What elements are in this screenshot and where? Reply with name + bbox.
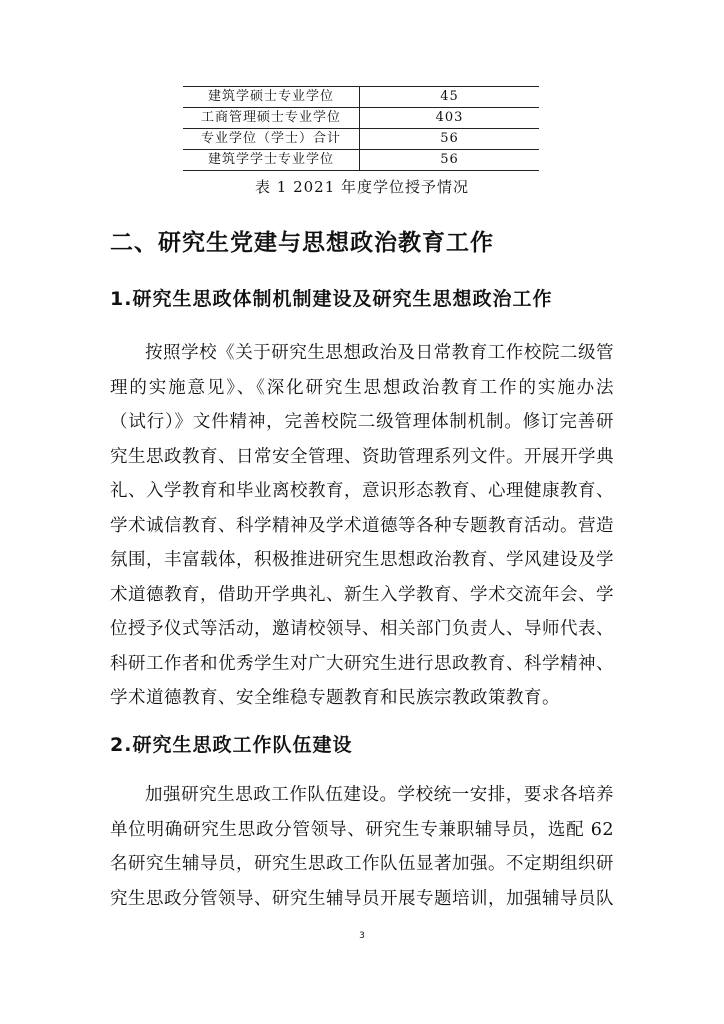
section-heading: 二、研究生党建与思想政治教育工作 [110,230,494,256]
table-cell-degree: 建筑学学士专业学位 [183,150,360,171]
table-cell-count: 56 [360,129,540,150]
table-cell-count: 56 [360,150,540,171]
paragraph-2: 加强研究生思政工作队伍建设。学校统一安排，要求各培养单位明确研究生思政分管领导、研究生专兼职辅导员，选配 62 名研究生辅导员，研究生思政工作队伍显著加强。不定期组织研究生思政分管领导、研究生辅导员开展专题培训，加强辅导员队 [110,785,614,909]
degree-award-table [183,86,539,171]
subsection-heading-2: 2.研究生思政工作队伍建设 [110,734,353,756]
table-row [183,87,539,108]
table-cell-count: 45 [360,87,540,108]
paragraph-1: 按照学校《关于研究生思想政治及日常教育工作校院二级管理的实施意见》、《深化研究生思想政治教育工作的实施办法（试行）》文件精神，完善校院二级管理体制机制。修订完善研究生思政教育、日常安全管理、资助管理系列文件。开展开学典礼、入学教育和毕业离校教育，意识形态教育、心理健康教育、学术诚信教育、科学精神及学术道德等各种专题教育活动。营造氛围，丰富载体，积极推进研究生思想政治教育、学风建设及学术道德教育，借助开学典礼、新生入学教育、学术交流年会、学位授予仪式等活动，邀请校领导、相关部门负责人、导师代表、科研工作者和优秀学生对广大研究生进行思政教育、科学精神、学术道德教育、安全维稳专题教育和民族宗教政策教育。 [110,343,614,708]
table-row [183,129,539,150]
table-row [183,150,539,171]
table-cell-degree: 建筑学硕士专业学位 [183,87,360,108]
subsection-heading-1: 1.研究生思政体制机制建设及研究生思想政治工作 [110,288,553,310]
table-caption: 表 1 2021 年度学位授予情况 [254,178,470,196]
page-number: 3 [359,931,365,941]
table-row [183,108,539,129]
table-cell-degree: 工商管理硕士专业学位 [183,108,360,129]
table-cell-count: 403 [360,108,540,129]
table-cell-degree: 专业学位（学士）合计 [183,129,360,150]
